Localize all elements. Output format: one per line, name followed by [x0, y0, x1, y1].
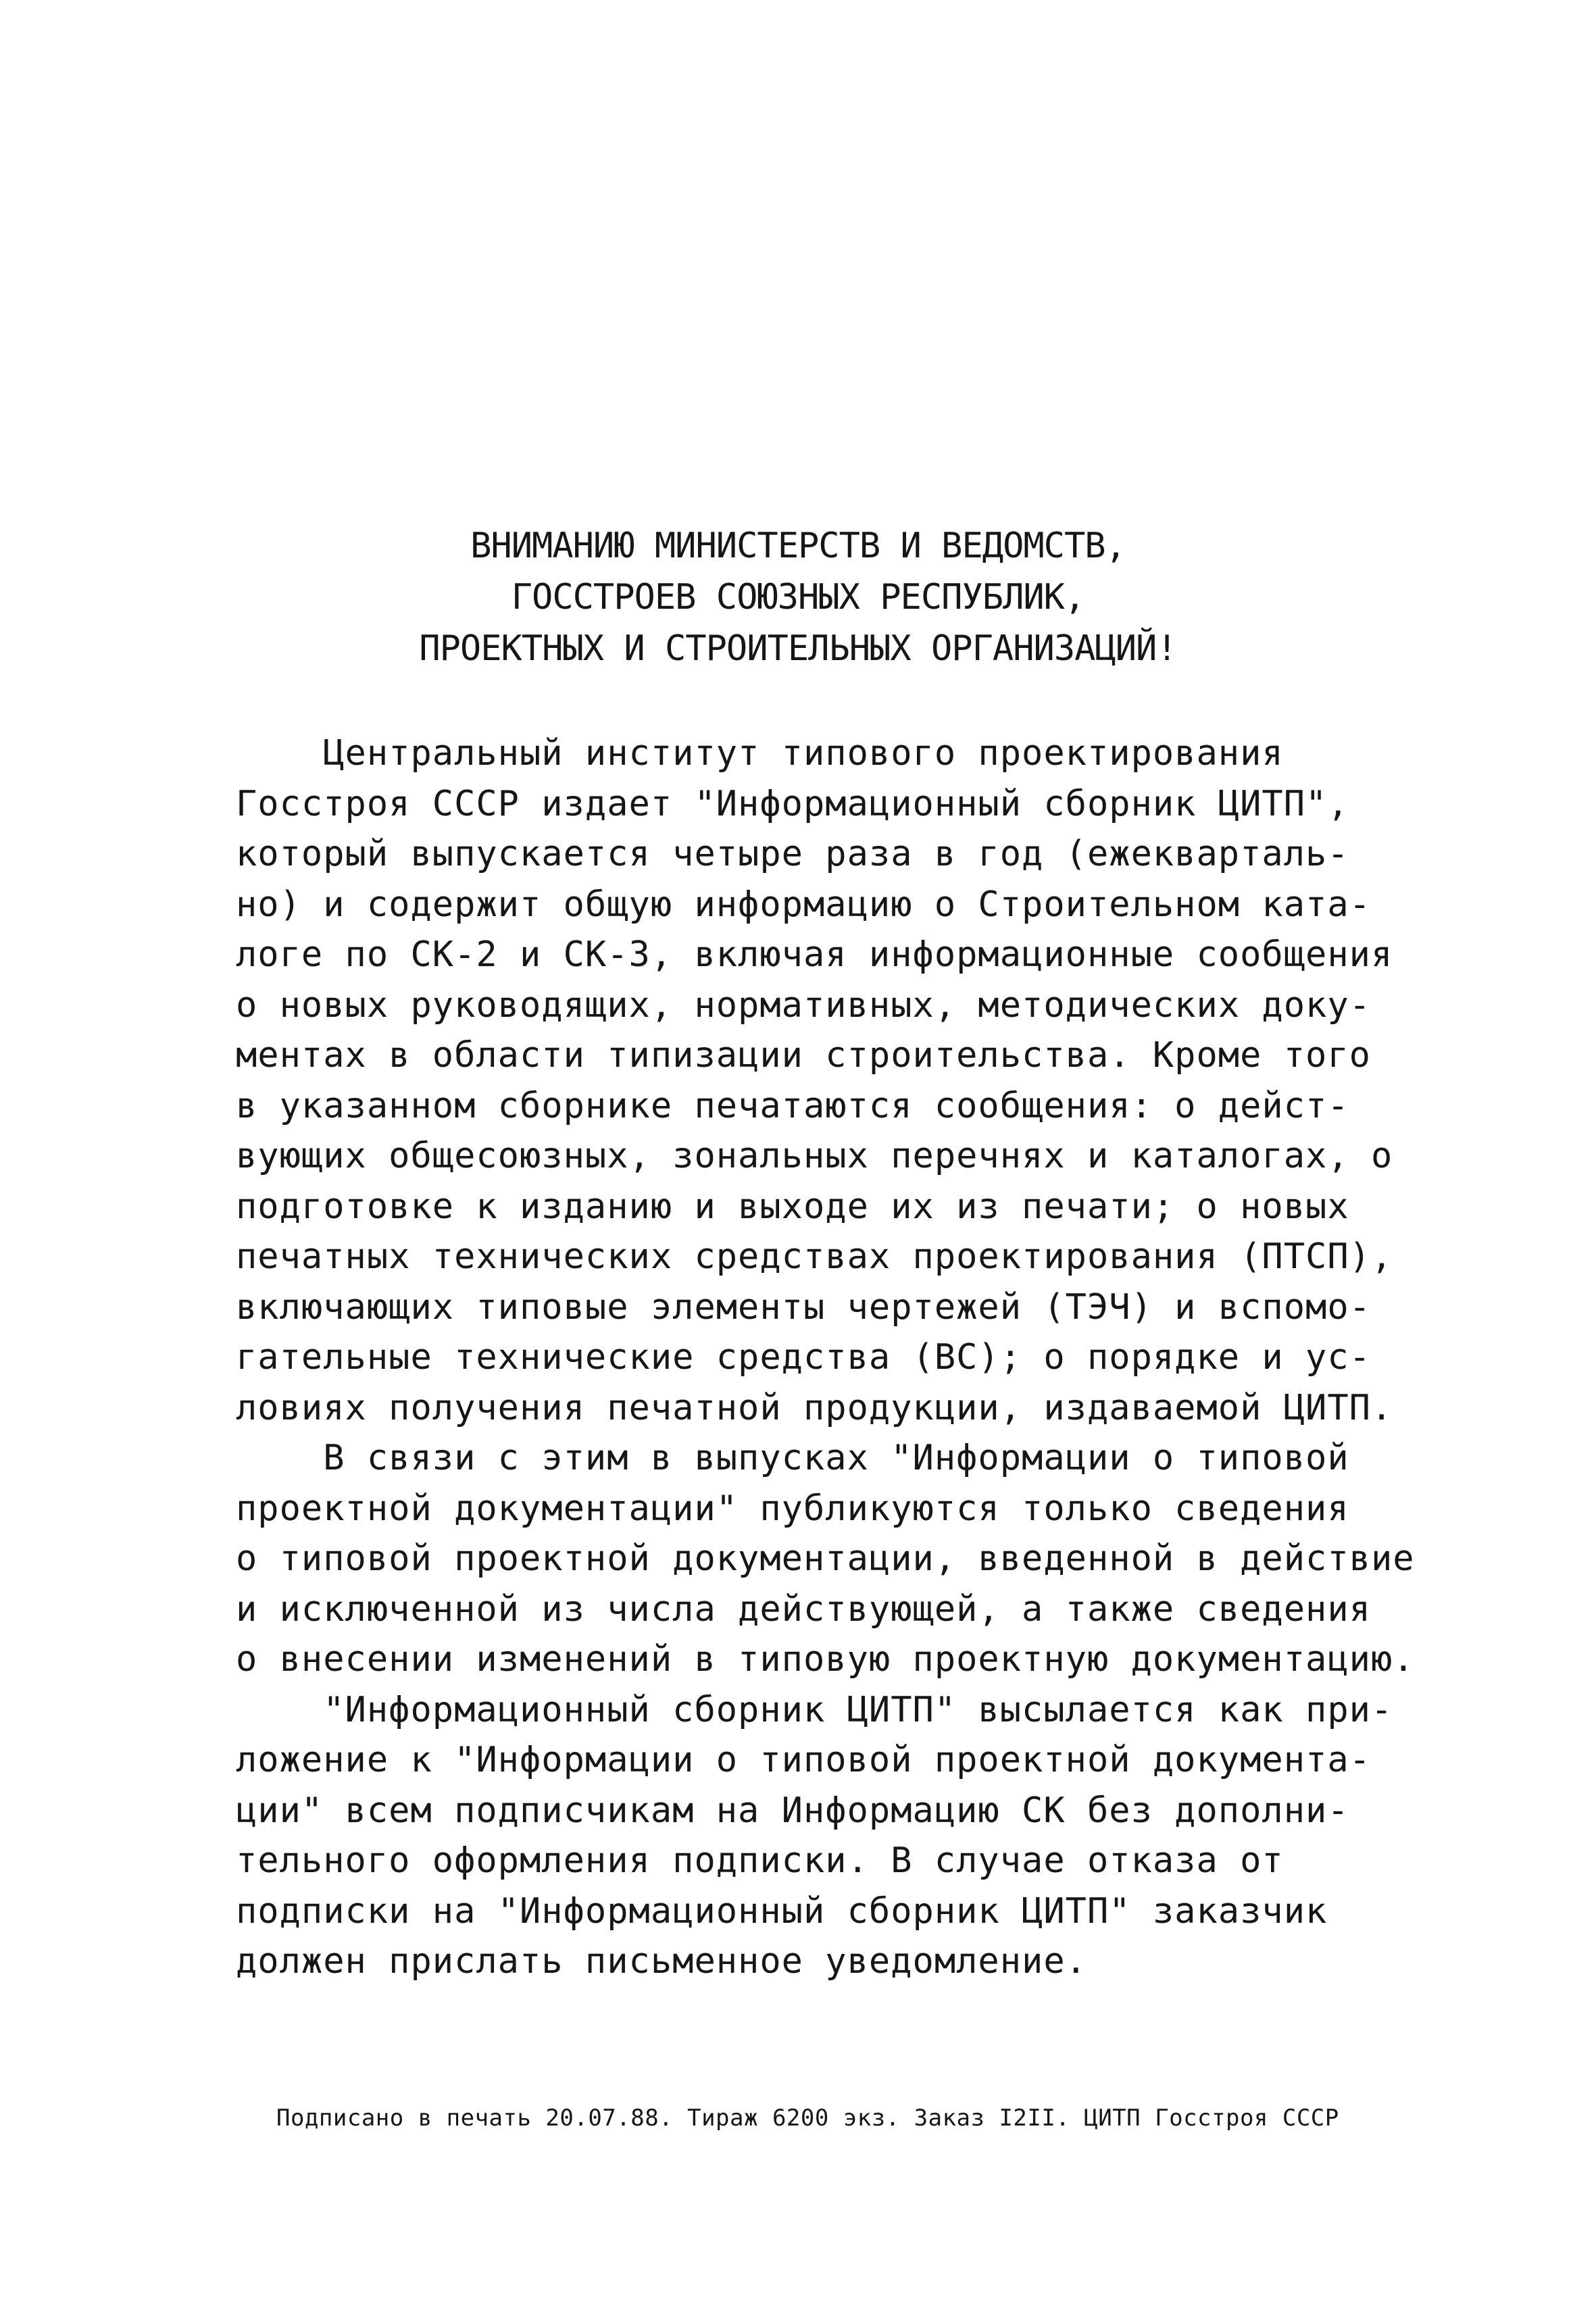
body-line: подписки на "Информационный сборник ЦИТП" заказчик — [236, 1890, 1328, 1932]
body-line: Центральный институт типового проектирования — [236, 733, 1284, 774]
body-line: ловиях получения печатной продукции, издаваемой ЦИТП. — [236, 1387, 1393, 1428]
imprint-footer: Подписано в печать 20.07.88. Тираж 6200 экз. Заказ I2II. ЦИТП Госстроя СССР — [276, 2105, 1339, 2132]
heading-line: ВНИМАНИЮ МИНИСТЕРСТВ И ВЕДОМСТВ, — [470, 526, 1126, 566]
body-line: ложение к "Информации о типовой проектной документа- — [236, 1740, 1371, 1780]
body-line: Госстроя СССР издает "Информационный сборник ЦИТП", — [236, 783, 1349, 824]
body-line: но) и содержит общую информацию о Строительном ката- — [236, 884, 1371, 925]
body-line: проектной документации" публикуются только сведения — [236, 1488, 1349, 1529]
notice-body — [236, 728, 1415, 1987]
heading-line: ГОССТРОЕВ СОЮЗНЫХ РЕСПУБЛИК, — [511, 577, 1085, 618]
body-line: вующих общесоюзных, зональных перечнях и каталогах, о — [236, 1136, 1393, 1176]
body-line: В связи с этим в выпусках "Информации о типовой — [236, 1438, 1349, 1478]
body-line: логе по СК-2 и СК-3, включая информационные сообщения — [236, 934, 1393, 975]
heading-line: ПРОЕКТНЫХ И СТРОИТЕЛЬНЫХ ОРГАНИЗАЦИЙ! — [419, 628, 1177, 669]
body-line: и исключенной из числа действующей, а также сведения — [236, 1588, 1371, 1630]
body-line: который выпускается четыре раза в год (ежекварталь- — [236, 834, 1349, 874]
body-line: печатных технических средствах проектирования (ПТСП), — [236, 1236, 1393, 1277]
body-line: гательные технические средства (ВС); о порядке и ус- — [236, 1337, 1371, 1378]
body-line: в указанном сборнике печатаются сообщения: о дейст- — [236, 1085, 1349, 1126]
body-line: о внесении изменений в типовую проектную документацию. — [236, 1639, 1415, 1680]
body-line: ментах в области типизации строительства. Кроме того — [236, 1035, 1371, 1076]
body-line: должен прислать письменное уведомление. — [236, 1941, 1087, 1982]
body-line: о типовой проектной документации, введенной в действие — [236, 1538, 1415, 1579]
body-line: ции" всем подписчикам на Информацию СК без дополни- — [236, 1790, 1349, 1831]
body-line: о новых руководящих, нормативных, методических доку- — [236, 984, 1371, 1026]
notice-heading — [0, 520, 1596, 674]
body-line: тельного оформления подписки. В случае отказа от — [236, 1840, 1284, 1881]
body-line: включающих типовые элементы чертежей (ТЭЧ) и вспомо- — [236, 1286, 1371, 1328]
body-line: подготовке к изданию и выходе их из печати; о новых — [236, 1186, 1349, 1227]
body-line: "Информационный сборник ЦИТП" высылается как при- — [236, 1689, 1393, 1730]
